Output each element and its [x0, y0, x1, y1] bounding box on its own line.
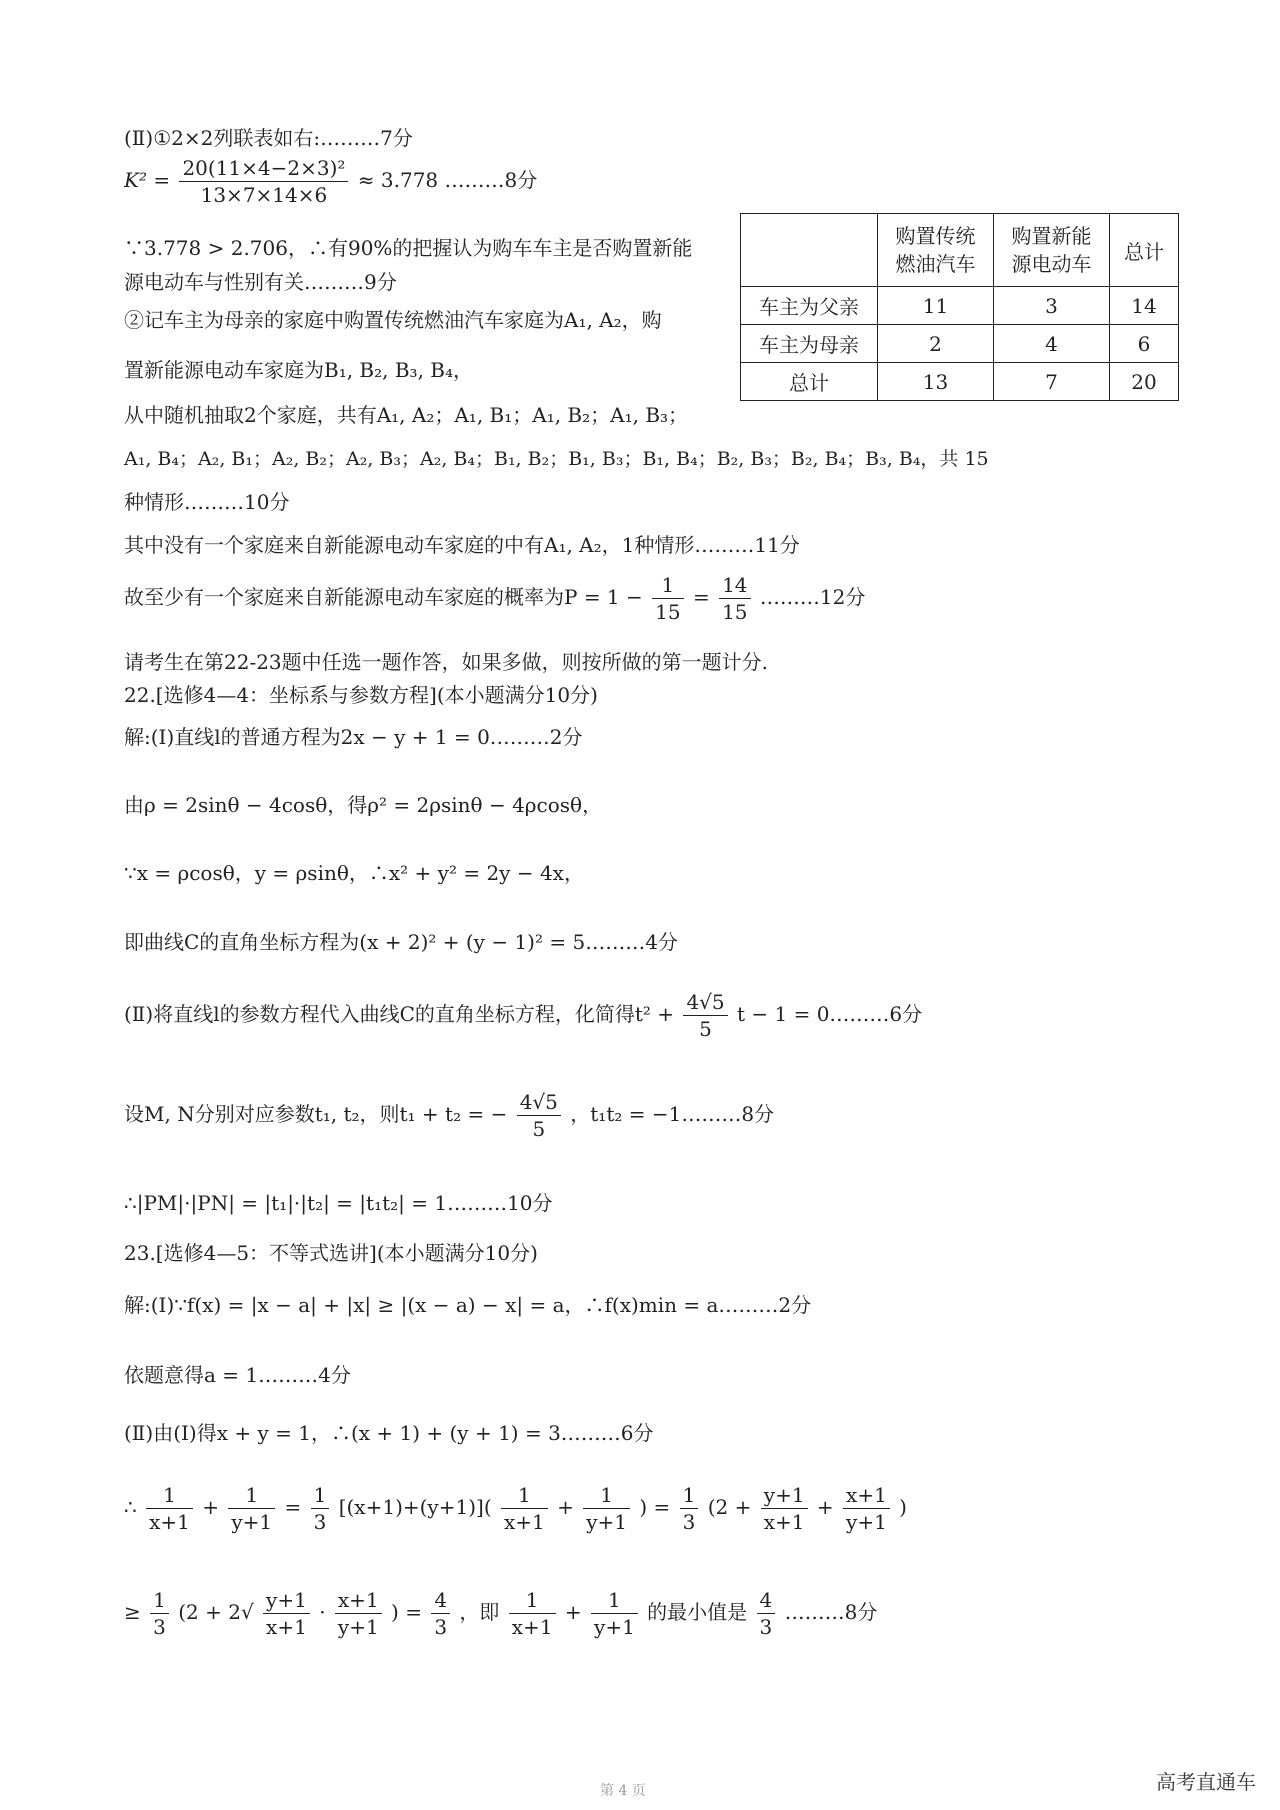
- table-cell: 13: [878, 363, 994, 401]
- frac-den: x+1: [149, 1510, 190, 1534]
- fraction-4sqrt5-5: [517, 1092, 561, 1139]
- table-cell: 2: [878, 325, 994, 363]
- q22-step1: 解:(Ⅰ)直线l的普通方程为2x − y + 1 = 0………2分: [124, 725, 583, 749]
- part2-line10: 其中没有一个家庭来自新能源电动车家庭的中有A₁, A₂，1种情形………11分: [124, 533, 800, 557]
- contingency-table: [740, 213, 1179, 401]
- table-cell: 总计: [741, 363, 878, 401]
- part2-line6: 置新能源电动车家庭为B₁, B₂, B₃, B₄，: [124, 358, 474, 382]
- table-cell: 车主为父亲: [741, 287, 878, 325]
- q23-step3: (Ⅱ)由(Ⅰ)得x + y = 1，∴(x + 1) + (y + 1) = 3………6分: [124, 1421, 654, 1445]
- frac-num: 1: [509, 1590, 556, 1614]
- probability-text: 故至少有一个家庭来自新能源电动车家庭的概率为P = 1 −: [124, 585, 643, 609]
- table-cell: 7: [994, 363, 1110, 401]
- page-number: 第 4 页: [600, 1783, 646, 1799]
- frac-num: 1: [228, 1485, 275, 1509]
- frac-num: 1: [591, 1590, 638, 1614]
- fraction: [431, 1590, 450, 1637]
- table-header-row: [741, 214, 1179, 287]
- fraction: [146, 1485, 193, 1532]
- frac-den: x+1: [503, 1510, 545, 1534]
- frac-den: x+1: [763, 1510, 805, 1534]
- table-header-cell: [878, 214, 994, 287]
- frac-num: 1: [583, 1485, 630, 1509]
- operator: =: [284, 1495, 302, 1519]
- q22-step6: [124, 1092, 774, 1139]
- frac-num: 1: [146, 1485, 193, 1509]
- table-row: [741, 287, 1179, 325]
- frac-num: 4√5: [683, 992, 727, 1016]
- part2-line7: 从中随机抽取2个家庭，共有A₁, A₂；A₁, B₁；A₁, B₂；A₁, B₃；: [124, 403, 689, 427]
- frac-den: 3: [153, 1615, 166, 1639]
- frac-den: y+1: [337, 1615, 379, 1639]
- geq-symbol: ≥: [124, 1600, 141, 1624]
- frac-num: 1: [501, 1485, 548, 1509]
- fraction: [509, 1590, 556, 1637]
- frac-num: 1: [680, 1485, 699, 1509]
- q22-step2: 由ρ = 2sinθ − 4cosθ，得ρ² = 2ρsinθ − 4ρcosθ，: [124, 793, 603, 817]
- q22-title: 22.[选修4—4：坐标系与参数方程](本小题满分10分): [124, 683, 598, 707]
- frac-den: y+1: [231, 1510, 273, 1534]
- q22-step7: ∴|PM|·|PN| = |t₁|·|t₂| = |t₁t₂| = 1………10分: [124, 1191, 553, 1215]
- frac-num: 4: [431, 1590, 450, 1614]
- fraction: [335, 1590, 382, 1637]
- table-cell: 11: [878, 287, 994, 325]
- fraction-4sqrt5-5: [683, 992, 727, 1039]
- operator: ) =: [639, 1495, 671, 1519]
- fraction: [583, 1485, 630, 1532]
- frac-den: x+1: [511, 1615, 553, 1639]
- fraction-1-15: [652, 575, 683, 622]
- frac-den: y+1: [594, 1615, 635, 1639]
- header-label: 总计: [1124, 239, 1164, 264]
- frac-num: 1: [311, 1485, 330, 1509]
- expression-text: ): [899, 1495, 907, 1519]
- step-text: 设M, N分别对应参数t₁, t₂，则t₁ + t₂ = −: [124, 1102, 508, 1126]
- table-cell: 6: [1110, 325, 1179, 363]
- selection-note: 请考生在第22-23题中任选一题作答，如果多做，则按所做的第一题计分.: [124, 650, 769, 674]
- frac-den: 3: [759, 1615, 773, 1639]
- part2-line5: ②记车主为母亲的家庭中购置传统燃油汽车家庭为A₁, A₂，购: [124, 308, 662, 332]
- frac-den: 3: [434, 1615, 448, 1639]
- watermark: 高考直通车: [1156, 1770, 1256, 1794]
- score-mark: ………8分: [784, 1600, 878, 1624]
- fraction: [263, 1590, 310, 1637]
- part2-line1: (Ⅱ)①2×2列联表如右:………7分: [124, 126, 413, 150]
- table-cell: 20: [1110, 363, 1179, 401]
- k2-denominator: 13×7×14×6: [200, 183, 328, 207]
- q23-title: 23.[选修4—5：不等式选讲](本小题满分10分): [124, 1241, 538, 1265]
- fraction: [761, 1485, 808, 1532]
- q23-step1: 解:(Ⅰ)∵f(x) = |x − a| + |x| ≥ |(x − a) − x| = a，∴f(x)min = a………2分: [124, 1293, 812, 1317]
- q22-step4: 即曲线C的直角坐标方程为(x + 2)² + (y − 1)² = 5………4分: [124, 930, 678, 954]
- table-header-cell: [994, 214, 1110, 287]
- probability-line: [124, 575, 865, 622]
- k2-rhs: ≈ 3.778 ………8分: [357, 168, 538, 192]
- operator: +: [816, 1495, 834, 1519]
- frac-num: 4: [757, 1590, 776, 1614]
- q22-step5: [124, 992, 922, 1039]
- expression-text: (2 +: [707, 1495, 752, 1519]
- frac-den: y+1: [586, 1510, 628, 1534]
- part2-line9: 种情形………10分: [124, 490, 290, 514]
- k2-numerator: 20(11×4−2×3)²: [179, 158, 348, 182]
- frac-den: 3: [682, 1510, 696, 1534]
- expression-text: [(x+1)+(y+1)](: [338, 1495, 492, 1519]
- frac-num: x+1: [335, 1590, 382, 1614]
- equals: =: [692, 585, 710, 609]
- k2-fraction: [179, 158, 348, 205]
- part2-line8: A₁, B₄；A₂, B₁；A₂, B₂；A₂, B₃；A₂, B₄；B₁, B₂；B₁, B₃；B₁, B₄；B₂, B₃；B₂, B₄；B₃, B₄，共 15: [124, 448, 989, 470]
- frac-den: y+1: [846, 1510, 887, 1534]
- frac-den: 5: [699, 1017, 712, 1041]
- table-cell: 14: [1110, 287, 1179, 325]
- frac-num: 1: [652, 575, 683, 599]
- q23-step2: 依题意得a = 1………4分: [124, 1363, 351, 1387]
- step-text: t − 1 = 0………6分: [737, 1002, 923, 1026]
- fraction: [843, 1485, 890, 1532]
- frac-den: 5: [532, 1117, 546, 1141]
- header-label: 购置传统 燃油汽车: [895, 224, 976, 276]
- frac-num: 4√5: [517, 1092, 561, 1116]
- operator: ·: [319, 1600, 326, 1624]
- table-cell: 4: [994, 325, 1110, 363]
- frac-num: 14: [719, 575, 750, 599]
- table-header-cell: [741, 214, 878, 287]
- q23-step5: [124, 1590, 877, 1637]
- fraction: [680, 1485, 699, 1532]
- k2-lhs: K² =: [124, 168, 171, 192]
- part2-line3: ∵3.778 > 2.706，∴有90%的把握认为购车车主是否购置新能: [124, 236, 693, 260]
- part2-line4: 源电动车与性别有关………9分: [124, 270, 397, 294]
- table-row: [741, 325, 1179, 363]
- operator: +: [557, 1495, 574, 1519]
- operator: +: [564, 1600, 582, 1624]
- table-row: [741, 363, 1179, 401]
- frac-den: 15: [655, 600, 681, 624]
- fraction: [311, 1485, 330, 1532]
- fraction: [591, 1590, 638, 1637]
- fraction: [501, 1485, 548, 1532]
- frac-num: y+1: [263, 1590, 310, 1614]
- q23-step4: [124, 1485, 907, 1532]
- fraction: [150, 1590, 169, 1637]
- frac-den: 15: [722, 600, 748, 624]
- frac-num: 1: [150, 1590, 169, 1614]
- expression-text: ，即: [459, 1600, 500, 1624]
- fraction: [757, 1590, 776, 1637]
- operator: +: [202, 1495, 219, 1519]
- step-text: (Ⅱ)将直线l的参数方程代入曲线C的直角坐标方程，化简得t² +: [124, 1002, 675, 1026]
- fraction-14-15: [719, 575, 750, 622]
- table-cell: 车主为母亲: [741, 325, 878, 363]
- header-label: 购置新能 源电动车: [1011, 224, 1092, 276]
- operator: ) =: [391, 1600, 422, 1624]
- table-header-cell: [1110, 214, 1179, 287]
- step-text: ，t₁t₂ = −1………8分: [570, 1102, 775, 1126]
- fraction: [228, 1485, 275, 1532]
- therefore-symbol: ∴: [124, 1495, 137, 1519]
- expression-text: 的最小值是: [647, 1600, 748, 1624]
- frac-den: x+1: [266, 1615, 307, 1639]
- frac-num: x+1: [843, 1485, 890, 1509]
- score-mark: ………12分: [759, 585, 866, 609]
- frac-num: y+1: [761, 1485, 808, 1509]
- table-cell: 3: [994, 287, 1110, 325]
- frac-den: 3: [313, 1510, 327, 1534]
- k2-formula: [124, 158, 537, 205]
- q22-step3: ∵x = ρcosθ，y = ρsinθ，∴x² + y² = 2y − 4x，: [124, 861, 584, 885]
- expression-text: (2 + 2√: [178, 1600, 254, 1624]
